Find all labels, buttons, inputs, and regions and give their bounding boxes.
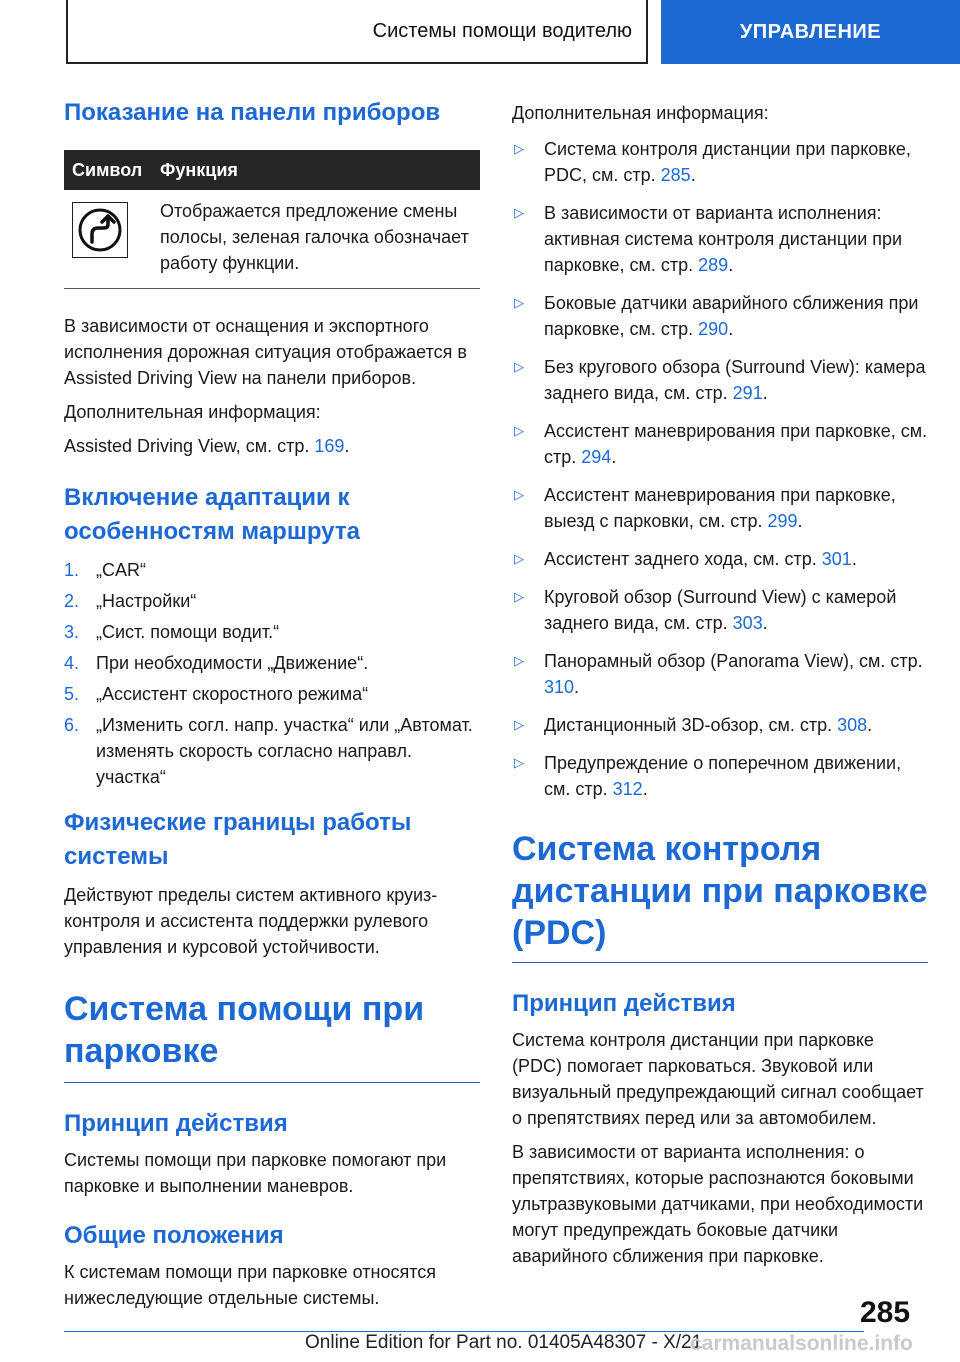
list-item: ▷ Ассистент маневрирования при парковке, выезд с парковки, см. стр. 299. <box>512 482 928 534</box>
triangle-bullet-icon: ▷ <box>514 653 524 668</box>
page-link[interactable]: 294 <box>581 447 612 467</box>
triangle-bullet-icon: ▷ <box>514 487 524 502</box>
paragraph-operating-principle: Системы помощи при парковке помогают при парковке и выполнении маневров. <box>64 1150 447 1196</box>
list-item: ▷ Ассистент заднего хода, см. стр. 301. <box>512 546 928 572</box>
reference-text: Предупреждение о поперечном движении, см. стр. <box>544 753 902 799</box>
symbol-table-header <box>64 150 480 190</box>
lane-change-arrow-icon <box>72 202 128 258</box>
header-chapter-tab[interactable] <box>661 0 960 64</box>
heading-route-adaptation: Включение адаптации к особенностям маршрута <box>64 484 360 545</box>
left-column <box>64 96 480 1311</box>
page-link-169[interactable]: 169 <box>314 436 345 456</box>
list-item <box>64 681 480 707</box>
reference-text: Панорамный обзор (Panorama View), см. стр. <box>544 651 923 671</box>
paragraph-display-info: В зависимости от оснащения и экспортного исполнения дорожная ситуация отображается в Assisted Driving View на панели приборов. <box>64 316 467 388</box>
triangle-bullet-icon: ▷ <box>514 359 524 374</box>
right-column <box>512 96 928 1269</box>
triangle-bullet-icon: ▷ <box>514 717 524 732</box>
list-item <box>64 650 480 676</box>
page-link[interactable]: 289 <box>698 255 729 275</box>
step-number: 1. <box>64 560 80 580</box>
list-item <box>64 712 480 790</box>
step-text: „Ассистент скоростного режима“ <box>96 684 369 704</box>
list-item: ▷ Без кругового обзора (Surround View): камера заднего вида, см. стр. 291. <box>512 354 928 406</box>
list-item: ▷ В зависимости от варианта исполнения: активная система контроля дистанции при парковке, см. стр. 289. <box>512 200 928 278</box>
triangle-bullet-icon: ▷ <box>514 423 524 438</box>
reference-text: Круговой обзор (Surround View) с камерой заднего вида, см. стр. <box>544 587 897 633</box>
paragraph-pdc-principle: Система контроля дистанции при парковке (PDC) помогает парковаться. Звуковой или визуальный предупреждающий сигнал сообщает о препятствиях перед или за автомобилем. <box>512 1030 924 1128</box>
steps-list <box>64 557 480 790</box>
paragraph-general: К системам помощи при парковке относятся нижеследующие отдельные системы. <box>64 1262 437 1308</box>
list-item: ▷ Система контроля дистанции при парковке, PDC, см. стр. 285. <box>512 136 928 188</box>
page-number: 285 <box>860 1296 911 1329</box>
header-chapter-label: УПРАВЛЕНИЕ <box>739 20 882 43</box>
reference-text: Дистанционный 3D-обзор, см. стр. <box>544 715 838 735</box>
paragraph-additional-info: Дополнительная информация: <box>512 103 769 123</box>
page-link[interactable]: 301 <box>821 549 852 569</box>
page-link[interactable]: 312 <box>612 779 643 799</box>
paragraph-pdc-variant: В зависимости от варианта исполнения: о препятствиях, которые распознаются боковыми ультразвуковыми датчиками, при необходимости могут предупреждать боковые датчики аварийного сближения при парковке. <box>512 1142 924 1266</box>
paragraph-additional-info: Дополнительная информация: <box>64 402 321 422</box>
heading-operating-principle: Принцип действия <box>64 1110 288 1137</box>
step-text: При необходимости „Движение“. <box>96 653 369 673</box>
triangle-bullet-icon: ▷ <box>514 295 524 310</box>
section-divider <box>512 962 928 963</box>
reference-text: Боковые датчики аварийного сближения при парковке, см. стр. <box>544 293 919 339</box>
list-item: ▷ Панорамный обзор (Panorama View), см. стр. 310. <box>512 648 928 700</box>
triangle-bullet-icon: ▷ <box>514 141 524 156</box>
reference-text: В зависимости от варианта исполнения: активная система контроля дистанции при парковке, см. стр. <box>544 203 903 275</box>
header-section-title <box>66 0 648 64</box>
table-col-function: Функция <box>160 159 238 180</box>
header-section-label: Системы помощи водителю <box>372 19 632 42</box>
page-link[interactable]: 310 <box>544 677 575 697</box>
page-link[interactable]: 290 <box>698 319 729 339</box>
watermark: carmanualsonline.info <box>690 1332 913 1355</box>
list-item: ▷ Боковые датчики аварийного сближения при парковке, см. стр. 290. <box>512 290 928 342</box>
step-text: „Сист. помощи водит.“ <box>96 622 280 642</box>
reference-text: Ассистент маневрирования при парковке, см. стр. <box>544 421 928 467</box>
heading-general: Общие положения <box>64 1222 284 1249</box>
step-text: „CAR“ <box>96 560 146 580</box>
list-item <box>64 557 480 583</box>
heading-parking-assist: Система помощи при парковке <box>64 990 425 1070</box>
reference-text: Без кругового обзора (Surround View): камера заднего вида, см. стр. <box>544 357 926 403</box>
table-col-symbol: Символ <box>72 159 143 180</box>
page-link[interactable]: 291 <box>732 383 763 403</box>
list-item <box>64 619 480 645</box>
heading-operating-principle: Принцип действия <box>512 990 736 1017</box>
step-number: 4. <box>64 653 80 673</box>
reference-text: Assisted Driving View, см. стр. <box>64 436 315 456</box>
page-link[interactable]: 308 <box>837 715 868 735</box>
step-number: 3. <box>64 622 80 642</box>
page-link[interactable]: 303 <box>732 613 763 633</box>
heading-panel-display: Показание на панели приборов <box>64 99 441 126</box>
table-function-text: Отображается предложение смены полосы, зеленая галочка обозначает работу функции. <box>160 201 469 273</box>
step-number: 6. <box>64 715 80 735</box>
paragraph-reference: Assisted Driving View, см. стр. 169. <box>64 436 350 456</box>
list-item: ▷ Предупреждение о поперечном движении, см. стр. 312. <box>512 750 928 802</box>
reference-text: Ассистент маневрирования при парковке, выезд с парковки, см. стр. <box>544 485 896 531</box>
list-item: ▷ Круговой обзор (Surround View) с камерой заднего вида, см. стр. 303. <box>512 584 928 636</box>
heading-system-limits: Физические границы работы системы <box>64 809 412 870</box>
table-row <box>64 190 480 289</box>
step-number: 5. <box>64 684 80 704</box>
step-number: 2. <box>64 591 80 611</box>
section-divider <box>64 1082 480 1083</box>
triangle-bullet-icon: ▷ <box>514 551 524 566</box>
list-item: ▷ Ассистент маневрирования при парковке, см. стр. 294. <box>512 418 928 470</box>
list-item: ▷ Дистанционный 3D-обзор, см. стр. 308. <box>512 712 928 738</box>
triangle-bullet-icon: ▷ <box>514 589 524 604</box>
reference-list <box>512 136 928 802</box>
page-link[interactable]: 285 <box>660 165 691 185</box>
page-link[interactable]: 299 <box>767 511 798 531</box>
footer-edition: Online Edition for Part no. 01405A48307 - X/21 <box>305 1332 703 1353</box>
reference-text: Ассистент заднего хода, см. стр. <box>544 549 822 569</box>
paragraph-system-limits: Действуют пределы систем активного круиз-контроля и ассистента поддержки рулевого управления и курсовой устойчивости. <box>64 885 438 957</box>
triangle-bullet-icon: ▷ <box>514 205 524 220</box>
step-text: „Изменить согл. напр. участка“ или „Автомат. изменять скорость согласно направл. участка“ <box>96 715 473 787</box>
list-item <box>64 588 480 614</box>
reference-text: Система контроля дистанции при парковке, PDC, см. стр. <box>544 139 911 185</box>
step-text: „Настройки“ <box>96 591 197 611</box>
heading-pdc: Система контроля дистанции при парковке (PDC) <box>512 830 928 952</box>
triangle-bullet-icon: ▷ <box>514 755 524 770</box>
